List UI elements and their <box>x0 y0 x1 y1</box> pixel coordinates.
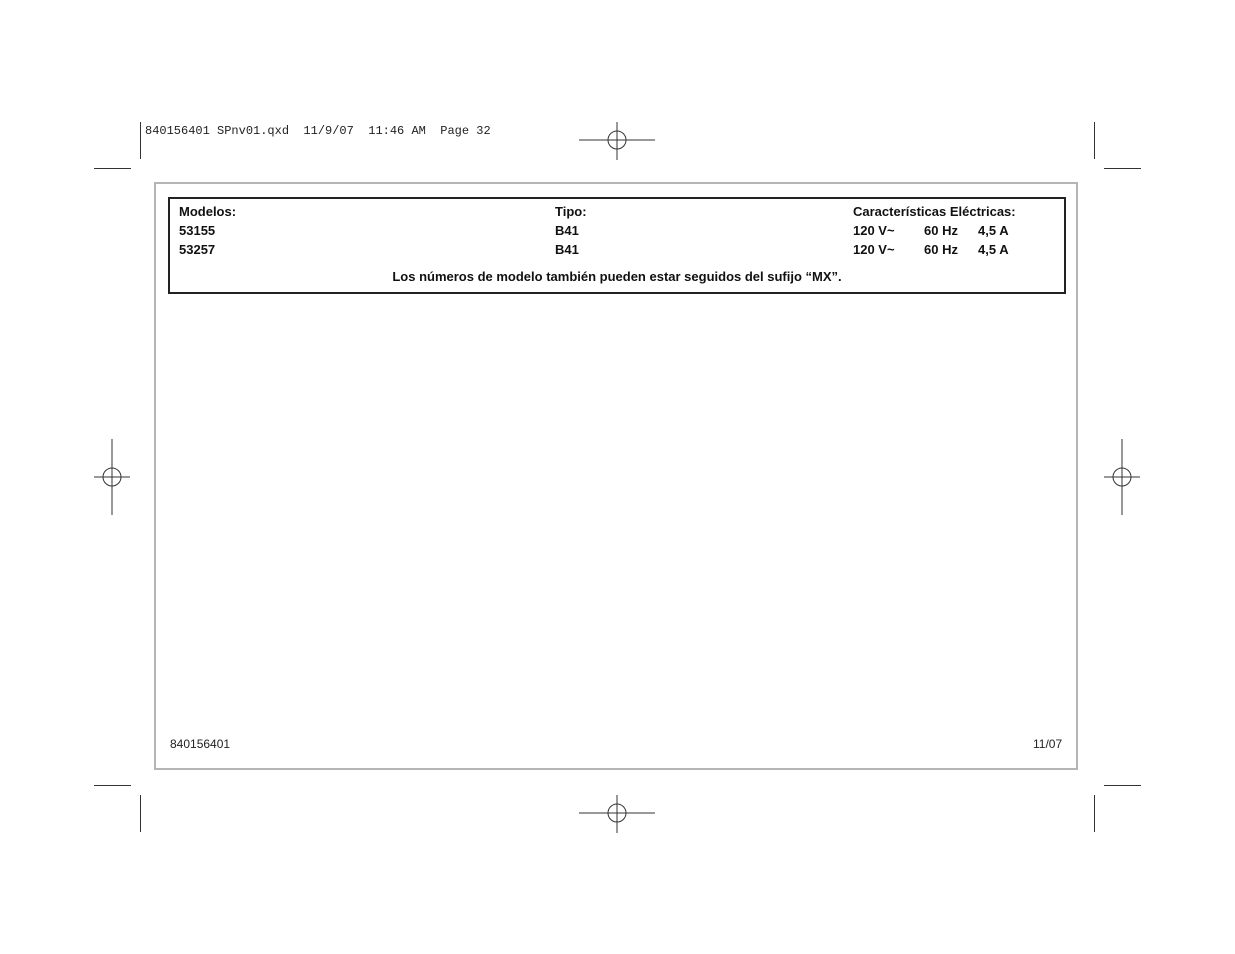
row-1-type: B41 <box>555 223 579 238</box>
header-electrical: Características Eléctricas: <box>853 204 1016 219</box>
row-1-frequency: 60 Hz <box>924 223 958 238</box>
registration-mark-top-icon <box>579 102 655 178</box>
crop-mark-bottom-left-vertical <box>140 795 141 832</box>
row-1-model: 53155 <box>179 223 216 238</box>
registration-mark-left-icon <box>74 439 150 515</box>
row-2-current: 4,5 A <box>978 242 1009 257</box>
spec-table <box>168 197 1066 294</box>
footer-part-number: 840156401 <box>170 737 231 751</box>
footer-date-code: 11/07 <box>1033 737 1063 751</box>
crop-mark-top-right-vertical <box>1094 122 1095 159</box>
crop-mark-top-left-vertical <box>140 122 141 159</box>
crop-mark-bottom-left-horizontal <box>94 785 131 786</box>
crop-mark-top-left-horizontal <box>94 168 131 169</box>
registration-mark-bottom-icon <box>579 775 655 851</box>
registration-mark-right-icon <box>1084 439 1160 515</box>
row-1-voltage: 120 V~ <box>853 223 895 238</box>
row-2-type: B41 <box>555 242 579 257</box>
model-suffix-note: Los números de modelo también pueden estar seguidos del sufijo “MX”. <box>392 269 842 284</box>
row-2-frequency: 60 Hz <box>924 242 958 257</box>
crop-mark-bottom-right-horizontal <box>1104 785 1141 786</box>
row-2-voltage: 120 V~ <box>853 242 895 257</box>
header-models: Modelos: <box>179 204 237 219</box>
header-type: Tipo: <box>555 204 587 219</box>
row-2-model: 53257 <box>179 242 216 257</box>
row-1-current: 4,5 A <box>978 223 1009 238</box>
crop-mark-top-right-horizontal <box>1104 168 1141 169</box>
crop-mark-bottom-right-vertical <box>1094 795 1095 832</box>
printer-slug-line: 840156401 SPnv01.qxd 11/9/07 11:46 AM Page 32 <box>145 124 491 138</box>
